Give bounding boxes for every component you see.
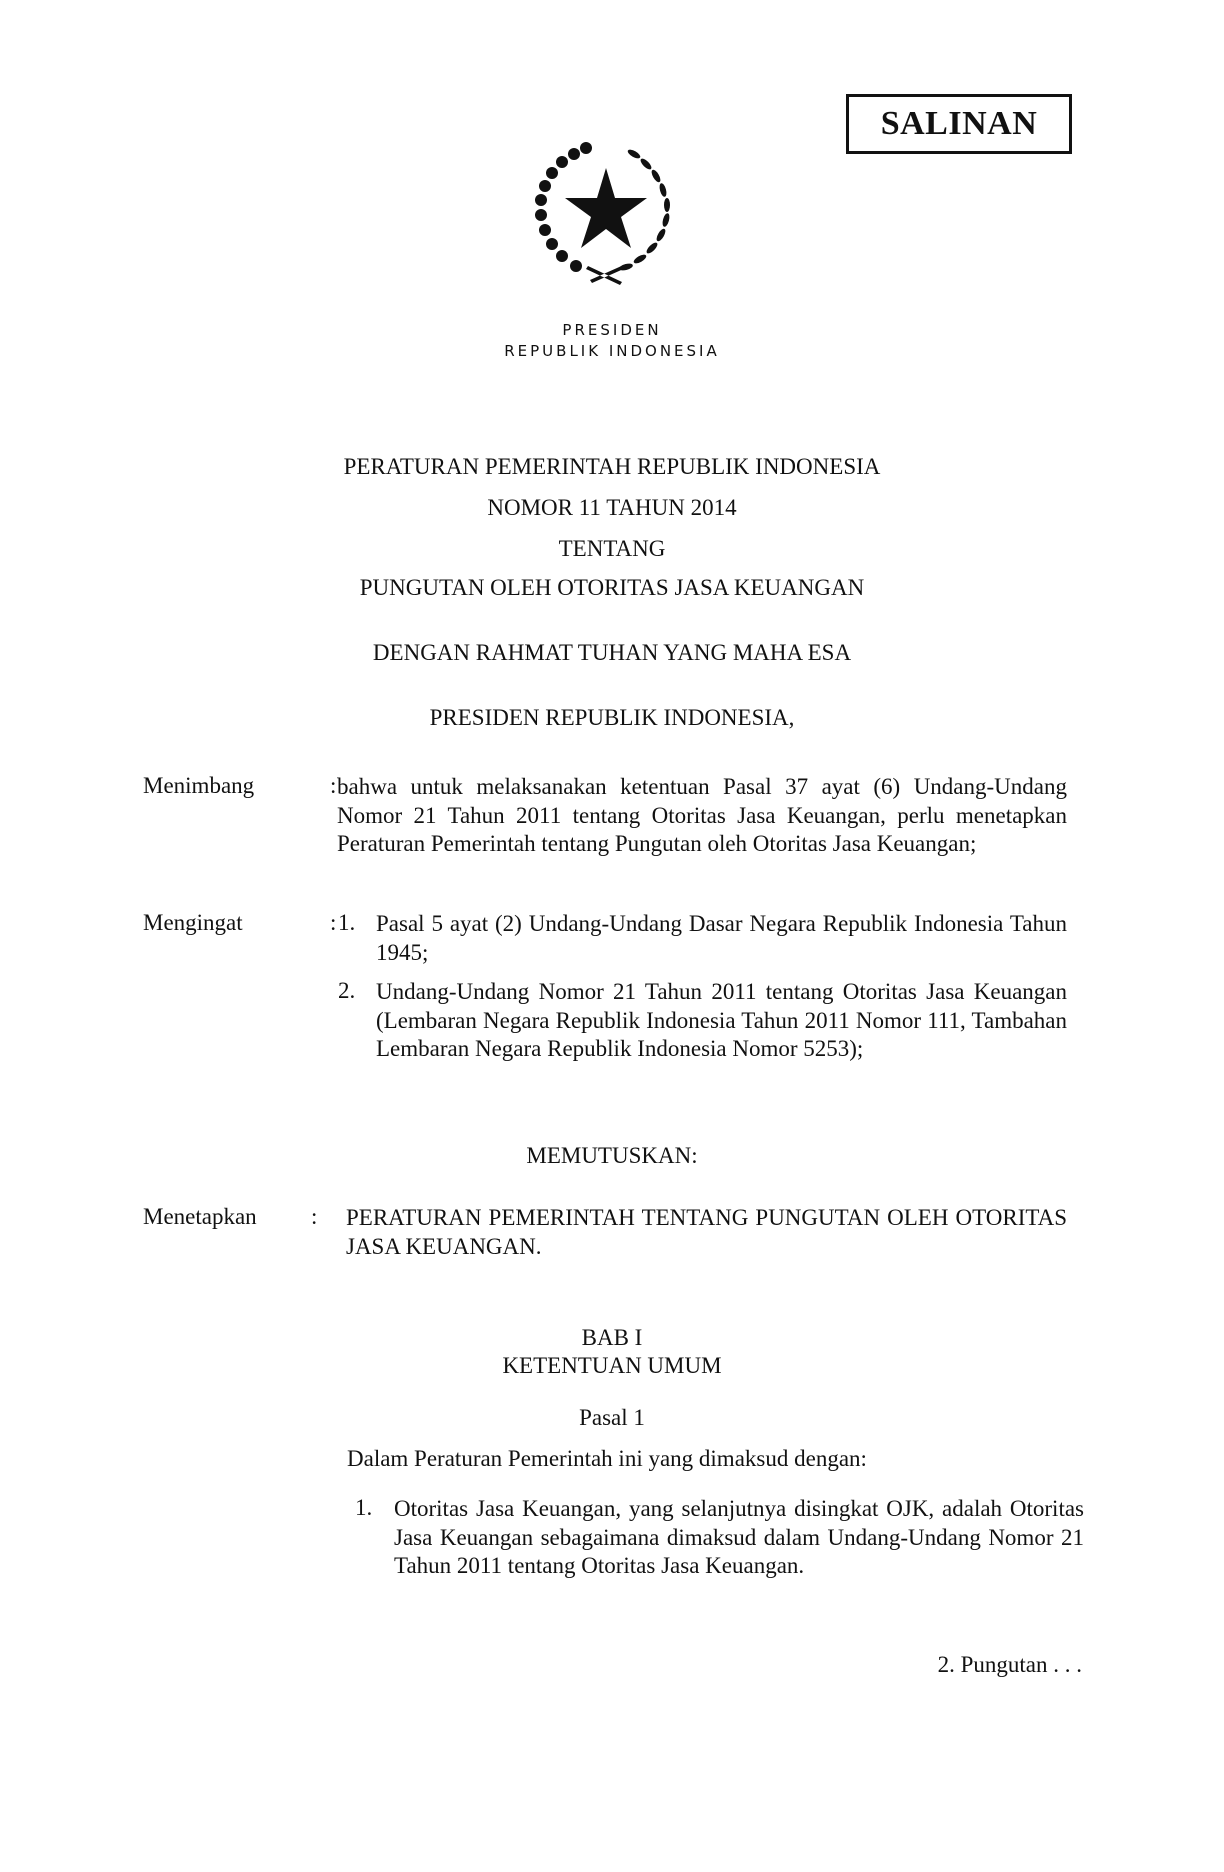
article-intro: Dalam Peraturan Pemerintah ini yang dimaksud dengan: (347, 1446, 867, 1471)
chapter-number: BAB I (581, 1325, 643, 1350)
definition-text: Otoritas Jasa Keuangan, yang selanjutnya disingkat OJK, adalah Otoritas Jasa Keuangan sebagaimana dimaksud dalam Undang-Undang Nomor 21 Tahun 2011 tentang Otoritas Jasa Keuangan. (394, 1496, 1084, 1578)
title-about: TENTANG (558, 536, 666, 561)
menimbang-label: Menimbang (143, 773, 255, 798)
chapter-title: KETENTUAN UMUM (502, 1353, 722, 1378)
mengingat-item-text: Undang-Undang Nomor 21 Tahun 2011 tentang Otoritas Jasa Keuangan (Lembaran Negara Republik Indonesia Tahun 2011 Nomor 111, Tambahan Lembaran Negara Republik Indonesia Nomor 5253); (376, 979, 1067, 1061)
salinan-stamp: SALINAN (846, 94, 1072, 154)
mengingat-item-text: Pasal 5 ayat (2) Undang-Undang Dasar Negara Republik Indonesia Tahun 1945; (376, 911, 1067, 965)
emblem-caption-republic: REPUBLIK INDONESIA (504, 342, 720, 360)
emblem-caption-president: PRESIDEN (562, 321, 662, 339)
president-line: PRESIDEN REPUBLIK INDONESIA, (429, 705, 795, 730)
mengingat-item-number: 2. (338, 978, 356, 1003)
page-catchword: 2. Pungutan . . . (937, 1652, 1082, 1677)
garuda-star-emblem-icon (530, 140, 682, 290)
memutuskan-heading: MEMUTUSKAN: (526, 1143, 698, 1168)
article-number: Pasal 1 (579, 1405, 645, 1430)
menetapkan-colon: : (311, 1204, 318, 1229)
mengingat-label: Mengingat (143, 910, 243, 935)
mengingat-colon: : (330, 910, 337, 935)
menimbang-text: bahwa untuk melaksanakan ketentuan Pasal 37 ayat (6) Undang-Undang Nomor 21 Tahun 2011 tentang Otoritas Jasa Keuangan, perlu menetapkan Peraturan Pemerintah tentang Pungutan oleh Otoritas Jasa Keuangan; (337, 774, 1067, 856)
menetapkan-text: PERATURAN PEMERINTAH TENTANG PUNGUTAN OLEH OTORITAS JASA KEUANGAN. (346, 1205, 1067, 1259)
mengingat-item-number: 1. (338, 910, 356, 935)
title-number: NOMOR 11 TAHUN 2014 (487, 495, 737, 520)
menetapkan-label: Menetapkan (143, 1204, 257, 1229)
blessing-line: DENGAN RAHMAT TUHAN YANG MAHA ESA (372, 640, 852, 665)
definition-number: 1. (355, 1495, 373, 1520)
title-regulation: PERATURAN PEMERINTAH REPUBLIK INDONESIA (343, 454, 881, 479)
menimbang-colon: : (330, 773, 337, 798)
title-subject: PUNGUTAN OLEH OTORITAS JASA KEUANGAN (359, 575, 865, 600)
